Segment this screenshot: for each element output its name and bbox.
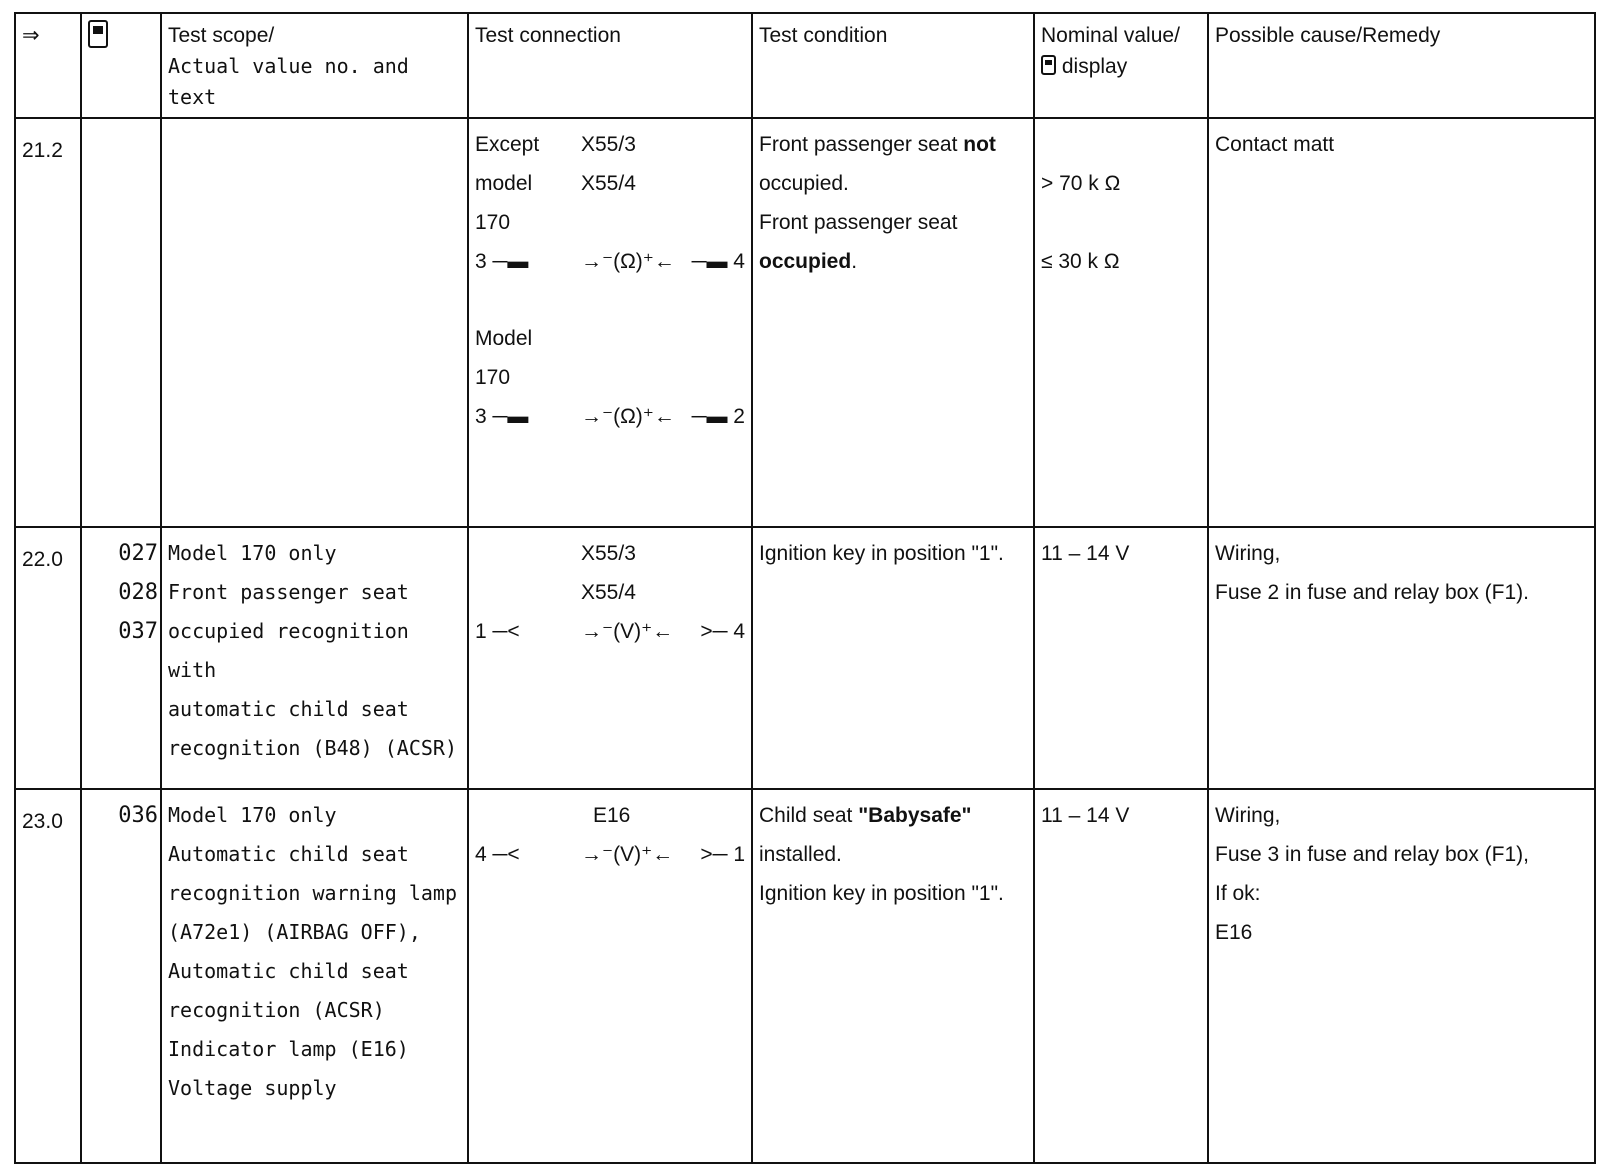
possible-cause: Wiring, Fuse 3 in fuse and relay box (F1), If ok: E16: [1208, 789, 1595, 1163]
test-table: [14, 12, 1596, 1164]
step-number: 22.0: [15, 527, 81, 789]
nominal-value: 11 – 14 V: [1034, 789, 1208, 1163]
table-row: [15, 118, 1595, 527]
tester-icon: [88, 20, 108, 48]
scope-header: Test scope/ Actual value no. and text: [161, 13, 468, 118]
header-row: [15, 13, 1595, 118]
test-connection: E16 4 ─< →⁻(V)⁺← >─ 1: [468, 789, 752, 1163]
table-row: [15, 527, 1595, 789]
connection-header: Test connection: [468, 13, 752, 118]
tester-icon: [1041, 55, 1056, 75]
possible-cause: Wiring, Fuse 2 in fuse and relay box (F1).: [1208, 527, 1595, 789]
test-scope: [161, 118, 468, 527]
test-connection: X55/3 X55/4 1 ─< →⁻(V)⁺← >─ 4: [468, 527, 752, 789]
value-codes: 036: [81, 789, 161, 1163]
condition-header: Test condition: [752, 13, 1034, 118]
test-condition: Front passenger seat not occupied. Front passenger seat occupied.: [752, 118, 1034, 527]
cause-header: Possible cause/Remedy: [1208, 13, 1595, 118]
voltmeter-icon: →⁻(V)⁺←: [581, 620, 674, 643]
value-codes: 027 028 037: [81, 527, 161, 789]
step-number: 23.0: [15, 789, 81, 1163]
nominal-value: > 70 k Ω ≤ 30 k Ω: [1034, 118, 1208, 527]
arrow-icon: ⇒: [22, 24, 40, 47]
possible-cause: Contact matt: [1208, 118, 1595, 527]
table-row: [15, 789, 1595, 1163]
ohmmeter-icon: →⁻(Ω)⁺←: [581, 405, 675, 428]
test-scope: Model 170 only Front passenger seat occupied recognition with automatic child seat recognition (B48) (ACSR): [161, 527, 468, 789]
test-condition: Ignition key in position "1".: [752, 527, 1034, 789]
diagnosis-page: [14, 12, 1594, 1105]
test-scope: Model 170 only Automatic child seat recognition warning lamp (A72e1) (AIRBAG OFF), Automatic child seat recognition (ACSR) Indicator lamp (E16) Voltage supply: [161, 789, 468, 1163]
ohmmeter-icon: →⁻(Ω)⁺←: [581, 250, 675, 273]
test-connection: Except X55/3 model X55/4 170 3 ─▬ →⁻(Ω)⁺← ─▬ 4 Model 170 3 ─▬ →⁻(Ω)⁺← ─▬ 2: [468, 118, 752, 527]
test-condition: Child seat "Babysafe" installed. Ignition key in position "1".: [752, 789, 1034, 1163]
value-codes: [81, 118, 161, 527]
arrow-header: [15, 13, 81, 118]
tester-header: [81, 13, 161, 118]
voltmeter-icon: →⁻(V)⁺←: [581, 843, 674, 866]
step-number: 21.2: [15, 118, 81, 527]
nominal-header: Nominal value/ display: [1034, 13, 1208, 118]
nominal-value: 11 – 14 V: [1034, 527, 1208, 789]
